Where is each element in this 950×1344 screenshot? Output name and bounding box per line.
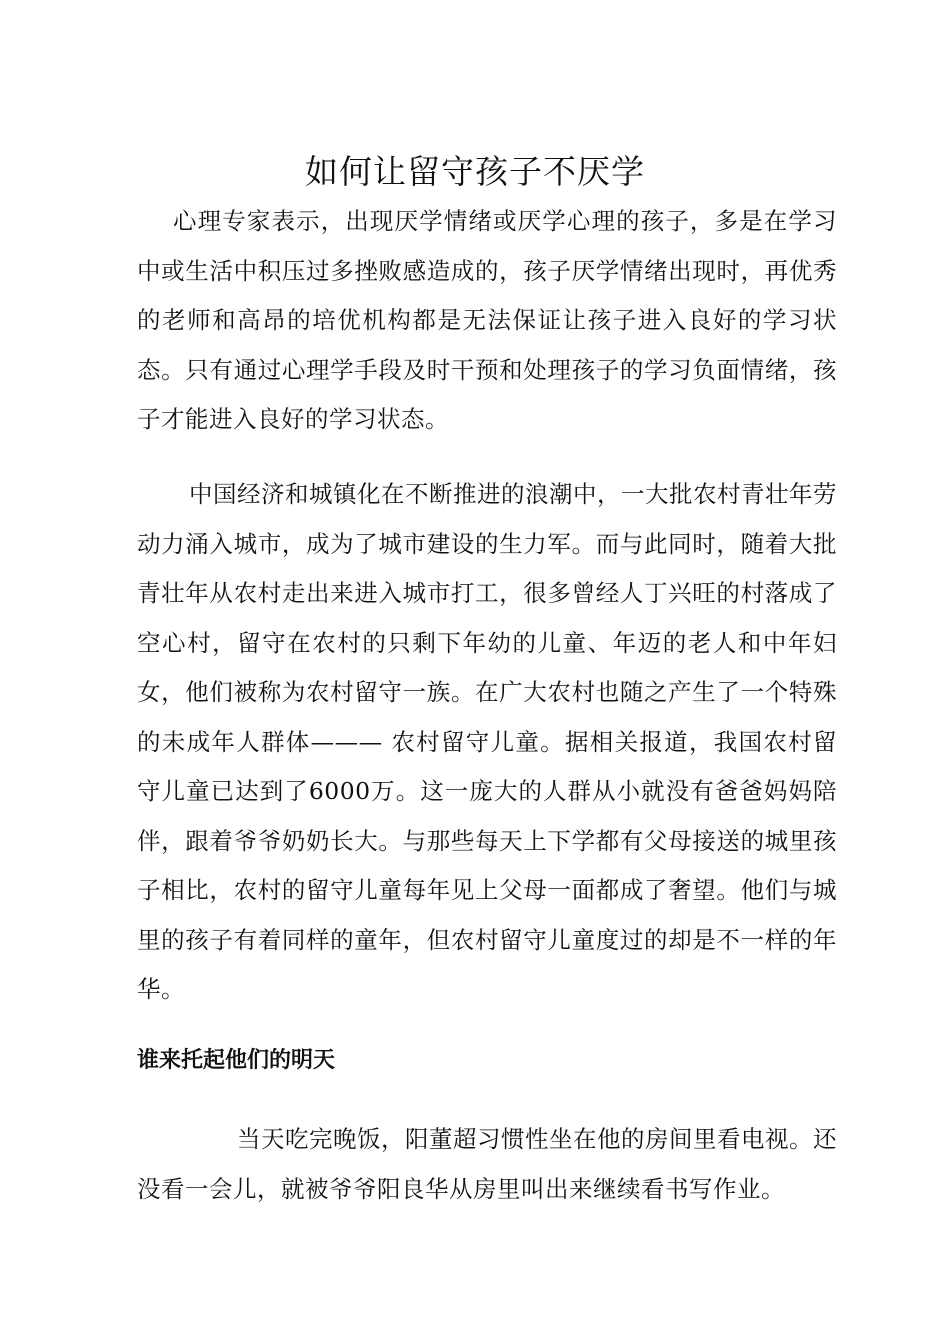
paragraph-intro: 心理专家表示，出现厌学情绪或厌学心理的孩子，多是在学习中或生活中积压过多挫败感造成的，孩子厌学情绪出现时，再优秀的老师和高昂的培优机构都是无法保证让孩子进入良好的学习状态。只有通过心理学手段及时干预和处理孩子的学习负面情绪，孩子才能进入良好的学习状态。	[137, 207, 837, 433]
document-title: 如何让留守孩子不厌学	[305, 152, 645, 191]
section-heading: 谁来托起他们的明天	[137, 1048, 336, 1073]
paragraph-story: 当天吃完晚饭，阳董超习惯性坐在他的房间里看电视。还没看一会儿，就被爷爷阳良华从房里叫出来继续看书写作业。	[137, 1125, 837, 1203]
paragraph-background: 中国经济和城镇化在不断推进的浪潮中，一大批农村青壮年劳动力涌入城市，成为了城市建设的生力军。而与此同时，随着大批青壮年从农村走出来进入城市打工，很多曾经人丁兴旺的村落成了空心村，留守在农村的只剩下年幼的儿童、年迈的老人和中年妇女，他们被称为农村留守一族。在广大农村也随之产生了一个特殊的未成年人群体——— 农村留守儿童。据相关报道，我国农村留守儿童已达到了6000万。这一庞大的人群从小就没有爸爸妈妈陪伴，跟着爷爷奶奶长大。与那些每天上下学都有父母接送的城里孩子相比，农村的留守儿童每年见上父母一面都成了奢望。他们与城里的孩子有着同样的童年，但农村留守儿童度过的却是不一样的年华。	[137, 480, 837, 1003]
